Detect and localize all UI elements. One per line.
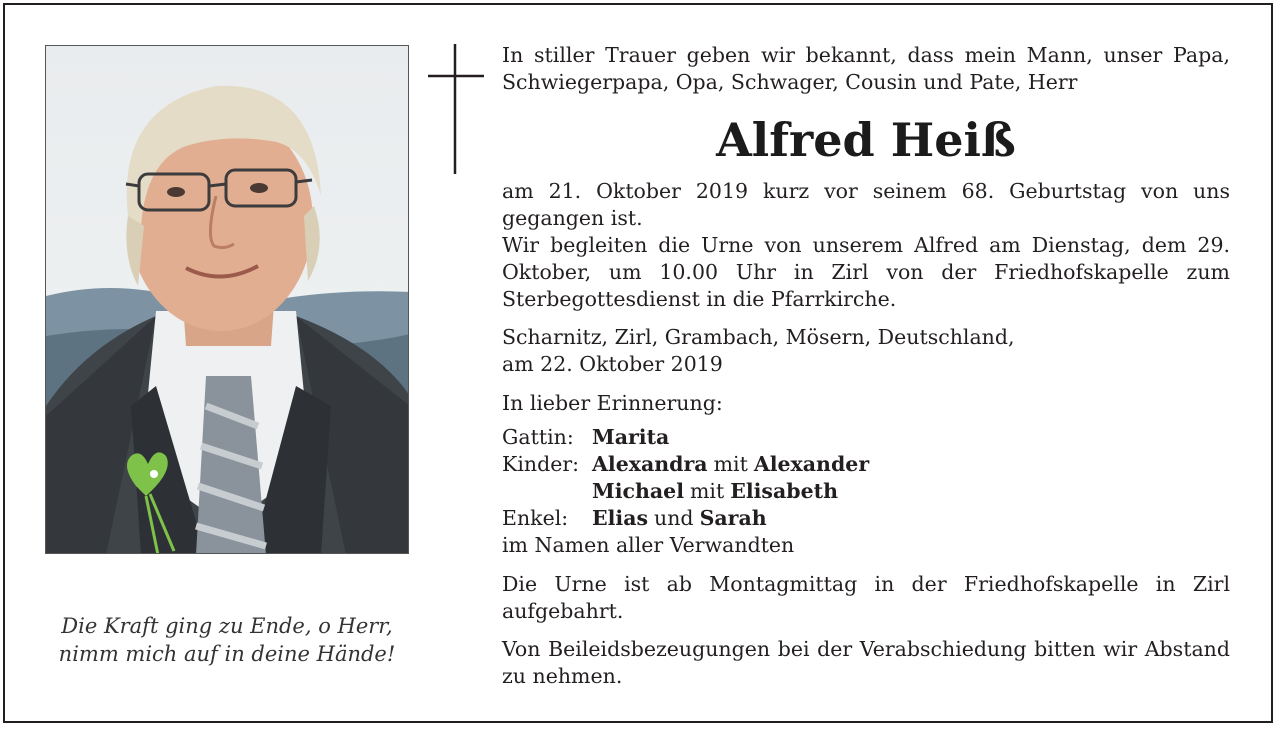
quote-line-1: Die Kraft ging zu Ende, o Herr, [61,614,393,638]
child-name: Alexandra [592,452,708,476]
urn-notice: Die Urne ist ab Montagmittag in der Friedhofskapelle in Zirl aufgebahrt. [502,572,1230,623]
children-label: Kinder: [502,452,580,476]
memorial-quote [45,612,409,668]
memory-heading: In lieber Erinnerung: [502,391,723,415]
family-row-spouse [502,424,1230,451]
grandchild-name: Sarah [699,506,767,530]
family-row-grandchildren [502,505,1230,532]
deceased-name: Alfred Heiß [716,113,1016,167]
places-text: Scharnitz, Zirl, Grambach, Mösern, Deutschland, [502,325,1015,349]
child-name: Michael [592,479,684,503]
passing-text: am 21. Oktober 2019 kurz vor seinem 68. Geburtstag von uns gegangen ist. [502,179,1230,230]
mit-text: mit [689,479,725,503]
spouse-label: Gattin: [502,425,574,449]
child-partner-name: Alexander [753,452,870,476]
child-partner-name: Elisabeth [730,479,838,503]
intro-text: In stiller Trauer geben wir bekannt, dass mein Mann, unser Papa, Schwiegerpapa, Opa, Schwager, Cousin und Pate, Herr [502,43,1230,94]
condolence-notice: Von Beileidsbezeugungen bei der Verabschiedung bitten wir Abstand zu nehmen. [502,637,1230,688]
und-text: und [654,506,694,530]
portrait-photo [45,45,409,554]
relatives-line: im Namen aller Verwandten [502,533,795,557]
ceremony-text: Wir begleiten die Urne von unserem Alfred am Dienstag, dem 29. Oktober, um 10.00 Uhr in Zirl von der Friedhofskapelle zum Sterbegottesdienst in die Pfarrkirche. [502,233,1230,311]
quote-line-2: nimm mich auf in deine Hände! [58,642,396,666]
family-list [502,424,1230,559]
cross-icon [428,44,484,174]
family-row-children [502,451,1230,478]
spouse-name: Marita [592,425,670,449]
family-row-children-2 [502,478,1230,505]
mit-text: mit [713,452,748,476]
date-text: am 22. Oktober 2019 [502,352,723,376]
grandchild-name: Elias [592,506,649,530]
grandchildren-label: Enkel: [502,506,569,530]
